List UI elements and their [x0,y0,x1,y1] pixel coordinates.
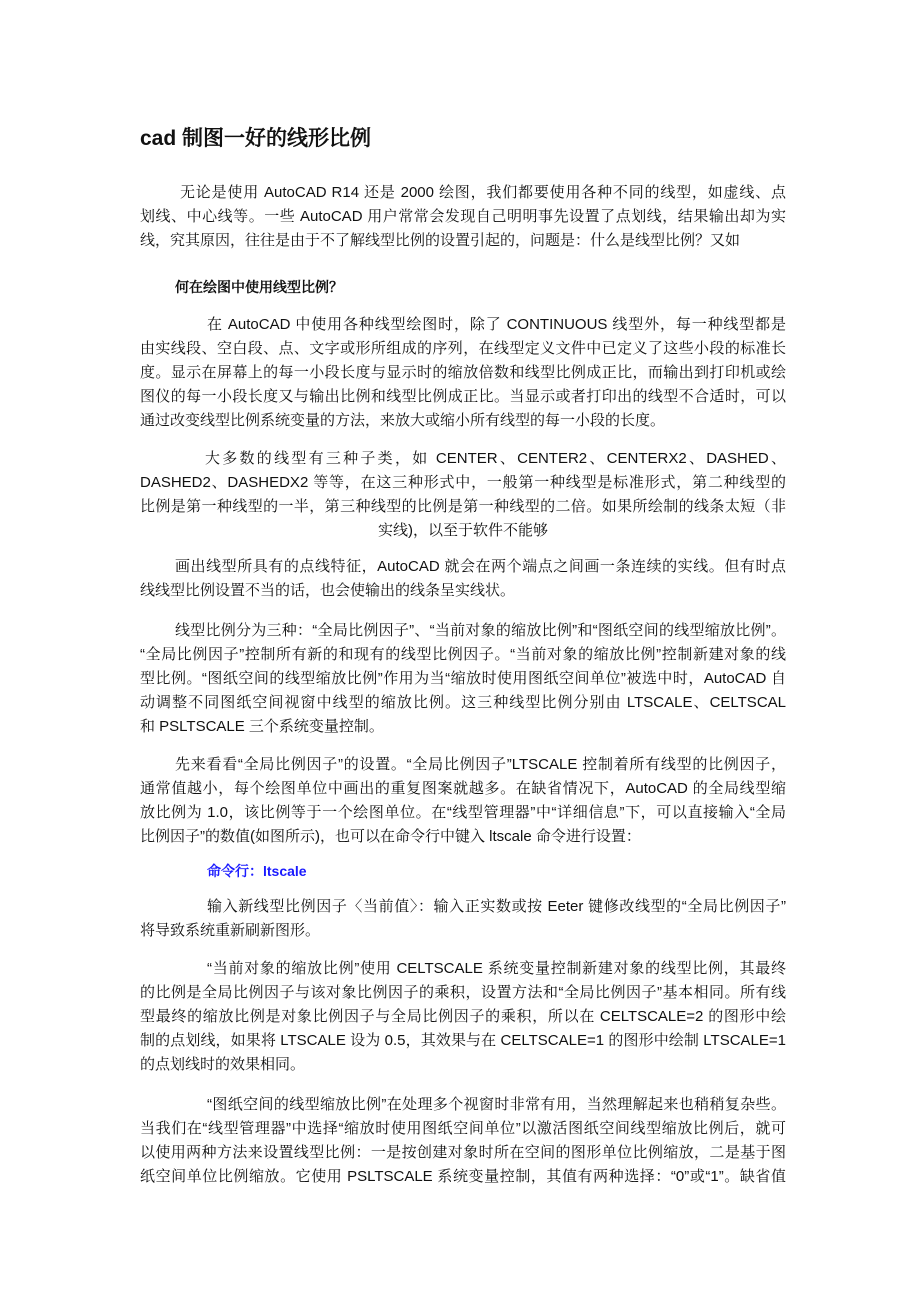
text-line: 画出线型所具有的点线特征，AutoCAD 就会在两个端点之间画一条连续的实线。但有时点 [175,558,786,575]
text-line: 线线型比例设置不当的话，也会使输出的线条呈实线状。 [140,582,516,599]
paragraph [140,895,786,943]
text-line: 纸空间单位比例缩放。它使用 PSLTSCALE 系统变量控制，其值有两种选择：“0”或“1”。缺省值 [140,1168,786,1185]
text-line: 大多数的线型有三种子类，如 CENTER、CENTER2、CENTERX2、DASHED、 [205,450,786,467]
text-line: 的点划线时的效果相同。 [140,1056,306,1073]
text-line: 无论是使用 AutoCAD R14 还是 2000 绘图，我们都要使用各种不同的线型，如虚线、点 [180,184,786,201]
paragraph [140,1093,786,1189]
paragraph [140,753,786,849]
paragraph [140,555,786,603]
text-line: DASHED2、DASHEDX2 等等，在这三种形式中，一般第一种线型是标准形式，第二种线型的 [140,474,786,491]
text-line: 放比例为 1.0，该比例等于一个绘图单位。在“线型管理器”中“详细信息”下，可以直接输入“全局 [140,804,786,821]
text-line: 的比例是全局比例因子与该对象比例因子的乘积，设置方法和“全局比例因子”基本相同。所有线 [140,984,786,1001]
text-line: 划线、中心线等。一些 AutoCAD 用户常常会发现自己明明事先设置了点划线，结果输出却为实 [140,208,786,225]
document-title: cad 制图一好的线形比例 [140,127,372,150]
paragraph [140,957,786,1077]
text-line: 线，究其原因，往往是由于不了解线型比例的设置引起的，问题是：什么是线型比例？又如 [140,232,741,249]
text-line: “全局比例因子”控制所有新的和现有的线型比例因子。“当前对象的缩放比例”控制新建对象的线 [140,646,786,663]
text-line: 通常值越小，每个绘图单位中画出的重复图案就越多。在缺省情况下，AutoCAD 的全局线型缩 [140,780,786,797]
text-line: 通过改变线型比例系统变量的方法，来放大或缩小所有线型的每一小段的长度。 [140,412,666,429]
text-line: 线型比例分为三种：“全局比例因子”、“当前对象的缩放比例”和“图纸空间的线型缩放比例”。 [175,622,786,639]
paragraph [140,313,786,433]
text-line: 比例是第一种线型的一半，第三种线型的比例是第一种线型的二倍。如果所绘制的线条太短（非 [140,498,786,515]
paragraph [140,619,786,739]
text-line: 当我们在“线型管理器”中选择“缩放时使用图纸空间单位”以激活图纸空间线型缩放比例后，就可 [140,1120,786,1137]
text-line: 度。显示在屏幕上的每一小段长度与显示时的缩放倍数和线型比例成正比，而输出到打印机或绘 [140,364,786,381]
section-heading: 何在绘图中使用线型比例？ [175,279,343,295]
text-line: 在 AutoCAD 中使用各种线型绘图时，除了 CONTINUOUS 线型外，每一种线型都是 [207,316,786,333]
text-line: 先来看看“全局比例因子”的设置。“全局比例因子”LTSCALE 控制着所有线型的比例因子， [175,756,786,773]
text-line: “图纸空间的线型缩放比例”在处理多个视窗时非常有用，当然理解起来也稍稍复杂些。 [207,1096,786,1113]
text-line: 型比例。“图纸空间的线型缩放比例”作用为当“缩放时使用图纸空间单位”被选中时，AutoCAD 自 [140,670,786,687]
text-line: “当前对象的缩放比例”使用 CELTSCALE 系统变量控制新建对象的线型比例，其最终 [207,960,786,977]
text-line: 和 PSLTSCALE 三个系统变量控制。 [140,718,384,735]
text-line: 型最终的缩放比例是对象比例因子与全局比例因子的乘积，所以在 CELTSCALE=2 的图形中绘 [140,1008,786,1025]
paragraph-intro [140,181,786,253]
text-line: 动调整不同图纸空间视窗中线型的缩放比例。这三种线型比例分别由 LTSCALE、CELTSCAL [140,694,786,711]
text-line: 将导致系统重新刷新图形。 [140,922,321,939]
command-line-label: 命令行：ltscale [207,863,307,879]
text-line: 实线)，以至于软件不能够 [378,522,548,539]
text-line: 比例因子”的数值(如图所示)，也可以在命令行中键入 ltscale 命令进行设置： [140,828,641,845]
text-line: 图仪的每一小段长度又与输出比例和线型比例成正比。当显示或者打印出的线型不合适时，可以 [140,388,786,405]
text-line: 由实线段、空白段、点、文字或形所组成的序列，在线型定义文件中已定义了这些小段的标准长 [140,340,786,357]
text-line: 以使用两种方法来设置线型比例：一是按创建对象时所在空间的图形单位比例缩放，二是基于图 [140,1144,786,1161]
paragraph [140,447,786,543]
text-line: 制的点划线，如果将 LTSCALE 设为 0.5，其效果与在 CELTSCALE=1 的图形中绘制 LTSCALE=1 [140,1032,786,1049]
text-line: 输入新线型比例因子〈当前值〉：输入正实数或按 Eeter 键修改线型的“全局比例因子” [207,898,786,915]
